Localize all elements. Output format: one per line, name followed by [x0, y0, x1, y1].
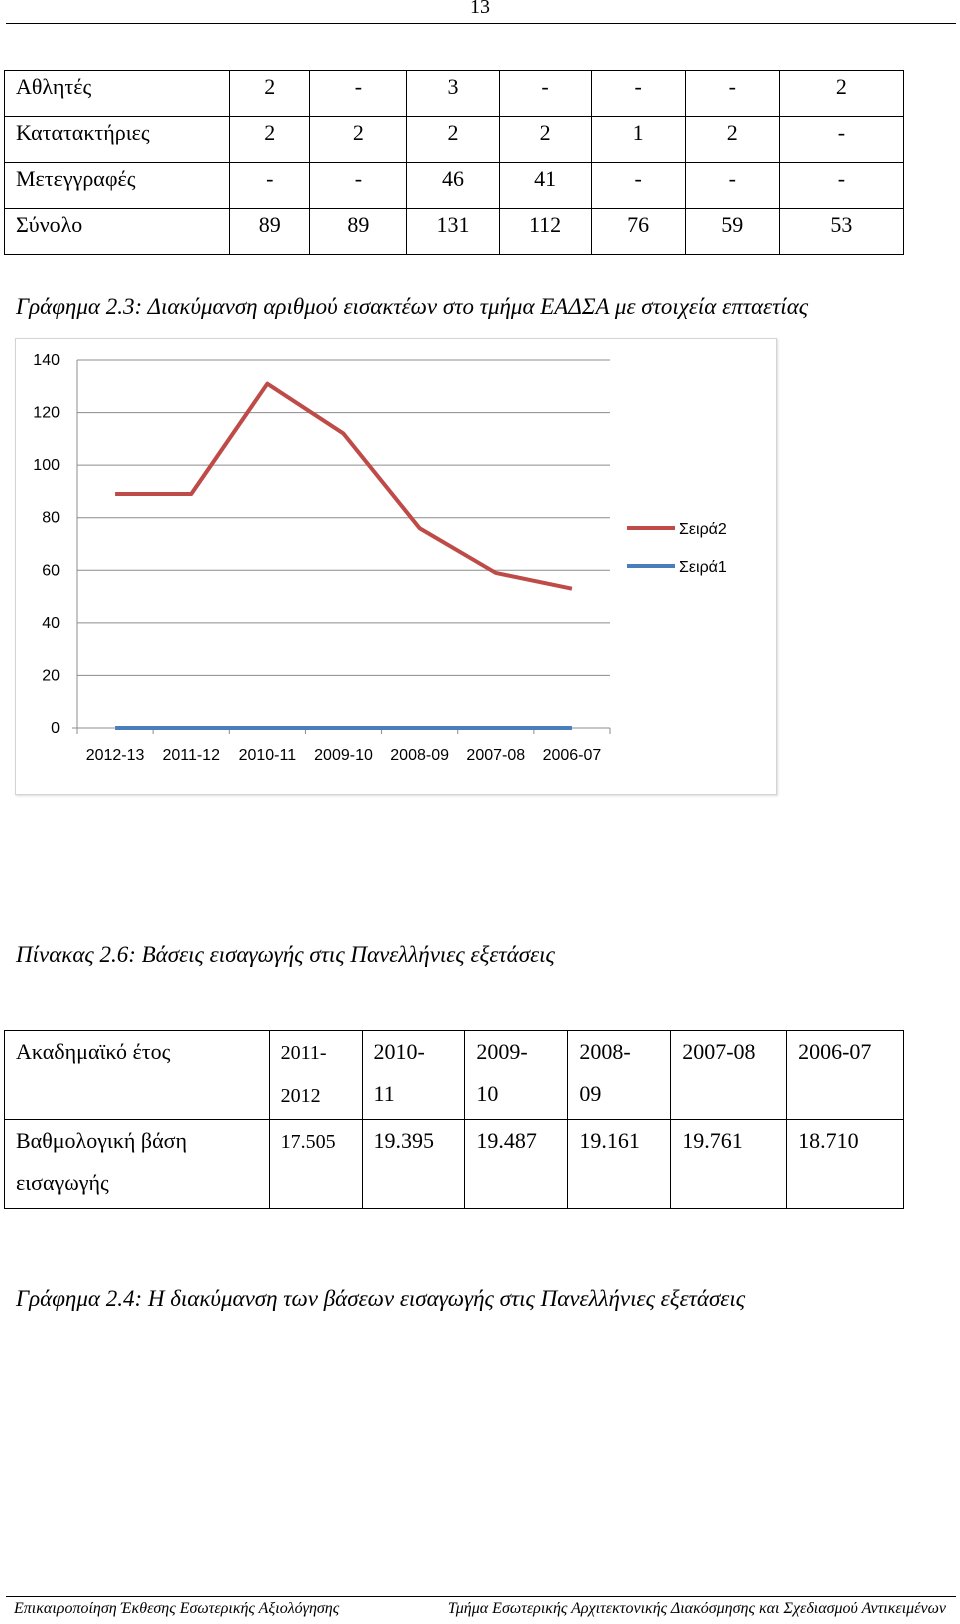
table-cell: 46 — [407, 163, 499, 209]
year-line: 2007-08 — [682, 1039, 756, 1064]
y-tick-label: 20 — [42, 667, 60, 685]
legend-label: Σειρά2 — [679, 521, 727, 538]
row-label: Κατατακτήριες — [5, 117, 230, 163]
year-line: 2008- — [579, 1039, 631, 1064]
x-tick-label: 2010-11 — [238, 747, 297, 764]
header-rule — [6, 23, 956, 24]
table-cell: - — [310, 71, 407, 117]
table-row — [5, 163, 904, 209]
table-cell: - — [499, 71, 591, 117]
table-cell: 2 — [407, 117, 499, 163]
table-cell: 2 — [230, 117, 310, 163]
table-cell — [671, 1031, 787, 1120]
table-row — [5, 1031, 904, 1120]
table-cell: 2 — [310, 117, 407, 163]
figure-caption: Γράφημα 2.4: Η διακύμανση των βάσεων εισαγωγής στις Πανελλήνιες εξετάσεις — [16, 1286, 746, 1311]
table-cell: 1 — [591, 117, 685, 163]
table-cell — [362, 1031, 465, 1120]
y-tick-label: 120 — [33, 404, 60, 422]
table-cell: 131 — [407, 209, 499, 255]
table-row — [5, 209, 904, 255]
y-tick-label: 140 — [33, 352, 60, 369]
line-chart — [15, 338, 775, 793]
table-cell: - — [591, 163, 685, 209]
y-tick-label: 80 — [42, 509, 60, 527]
x-tick-label: 2011-12 — [162, 747, 220, 764]
page-number: 13 — [470, 0, 490, 18]
footer-right: Τμήμα Εσωτερικής Αρχιτεκτονικής Διακόσμησης και Σχεδιασμού Αντικειμένων — [447, 1600, 946, 1617]
table-cell: 2 — [230, 71, 310, 117]
table-cell: 19.161 — [568, 1120, 671, 1209]
row-label-line: εισαγωγής — [16, 1170, 109, 1195]
x-tick-label: 2006-07 — [542, 747, 602, 764]
table-cell: - — [310, 163, 407, 209]
table-cell: 41 — [499, 163, 591, 209]
table-cell: - — [685, 71, 779, 117]
table-cell: 18.710 — [787, 1120, 904, 1209]
table-cell: 53 — [779, 209, 903, 255]
table-cell: 76 — [591, 209, 685, 255]
table-cell — [787, 1031, 904, 1120]
year-line: 2012 — [280, 1085, 321, 1107]
footer-rule — [6, 1596, 956, 1597]
series-line — [115, 384, 572, 589]
admission-scores-table — [4, 1030, 904, 1209]
table-cell — [465, 1031, 568, 1120]
x-tick-label: 2007-08 — [466, 747, 526, 764]
year-line: 2011- — [280, 1042, 327, 1064]
admissions-table — [4, 70, 904, 255]
table-cell: - — [779, 117, 903, 163]
y-tick-label: 60 — [42, 562, 60, 580]
x-tick-label: 2008-09 — [390, 747, 450, 764]
table-cell: 2 — [685, 117, 779, 163]
table-cell: - — [779, 163, 903, 209]
table-cell: 19.487 — [465, 1120, 568, 1209]
table-cell — [269, 1031, 362, 1120]
table-cell — [568, 1031, 671, 1120]
table-row — [5, 1120, 904, 1209]
table-cell: 89 — [230, 209, 310, 255]
row-label-line: Βαθμολογική βάση — [16, 1128, 188, 1153]
table-cell: 89 — [310, 209, 407, 255]
row-label: Ακαδημαϊκό έτος — [5, 1031, 270, 1120]
year-line: 11 — [373, 1081, 395, 1106]
y-tick-label: 100 — [33, 457, 60, 475]
score: 17.505 — [280, 1131, 336, 1153]
table-cell: 19.395 — [362, 1120, 465, 1209]
year-line: 09 — [579, 1081, 602, 1106]
footer-left: Επικαιροποίηση Έκθεσης Εσωτερικής Αξιολόγησης — [14, 1600, 340, 1617]
legend-label: Σειρά1 — [679, 559, 727, 576]
table-row — [5, 117, 904, 163]
table-cell — [269, 1120, 362, 1209]
row-label: Σύνολο — [5, 209, 230, 255]
y-tick-label: 0 — [51, 720, 60, 737]
year-line: 2010- — [373, 1039, 425, 1064]
table-cell: - — [230, 163, 310, 209]
year-line: 2006-07 — [798, 1039, 872, 1064]
year-line: 2009- — [476, 1039, 528, 1064]
figure-caption: Γράφημα 2.3: Διακύμανση αριθμού εισακτέων στο τμήμα ΕΑΔΣΑ με στοιχεία επταετίας — [16, 294, 809, 319]
table-cell: 59 — [685, 209, 779, 255]
table-cell: 19.761 — [671, 1120, 787, 1209]
table-row — [5, 71, 904, 117]
table-cell: - — [591, 71, 685, 117]
x-tick-label: 2009-10 — [314, 747, 373, 764]
table-cell: - — [685, 163, 779, 209]
table-cell: 2 — [779, 71, 903, 117]
table-cell: 3 — [407, 71, 499, 117]
table-cell: 2 — [499, 117, 591, 163]
table-cell: 112 — [499, 209, 591, 255]
row-label: Αθλητές — [5, 71, 230, 117]
table-caption: Πίνακας 2.6: Βάσεις εισαγωγής στις Πανελλήνιες εξετάσεις — [16, 942, 555, 967]
row-label — [5, 1120, 270, 1209]
y-tick-label: 40 — [42, 614, 60, 632]
year-line: 10 — [476, 1081, 499, 1106]
x-tick-label: 2012-13 — [85, 747, 145, 764]
row-label: Μετεγγραφές — [5, 163, 230, 209]
